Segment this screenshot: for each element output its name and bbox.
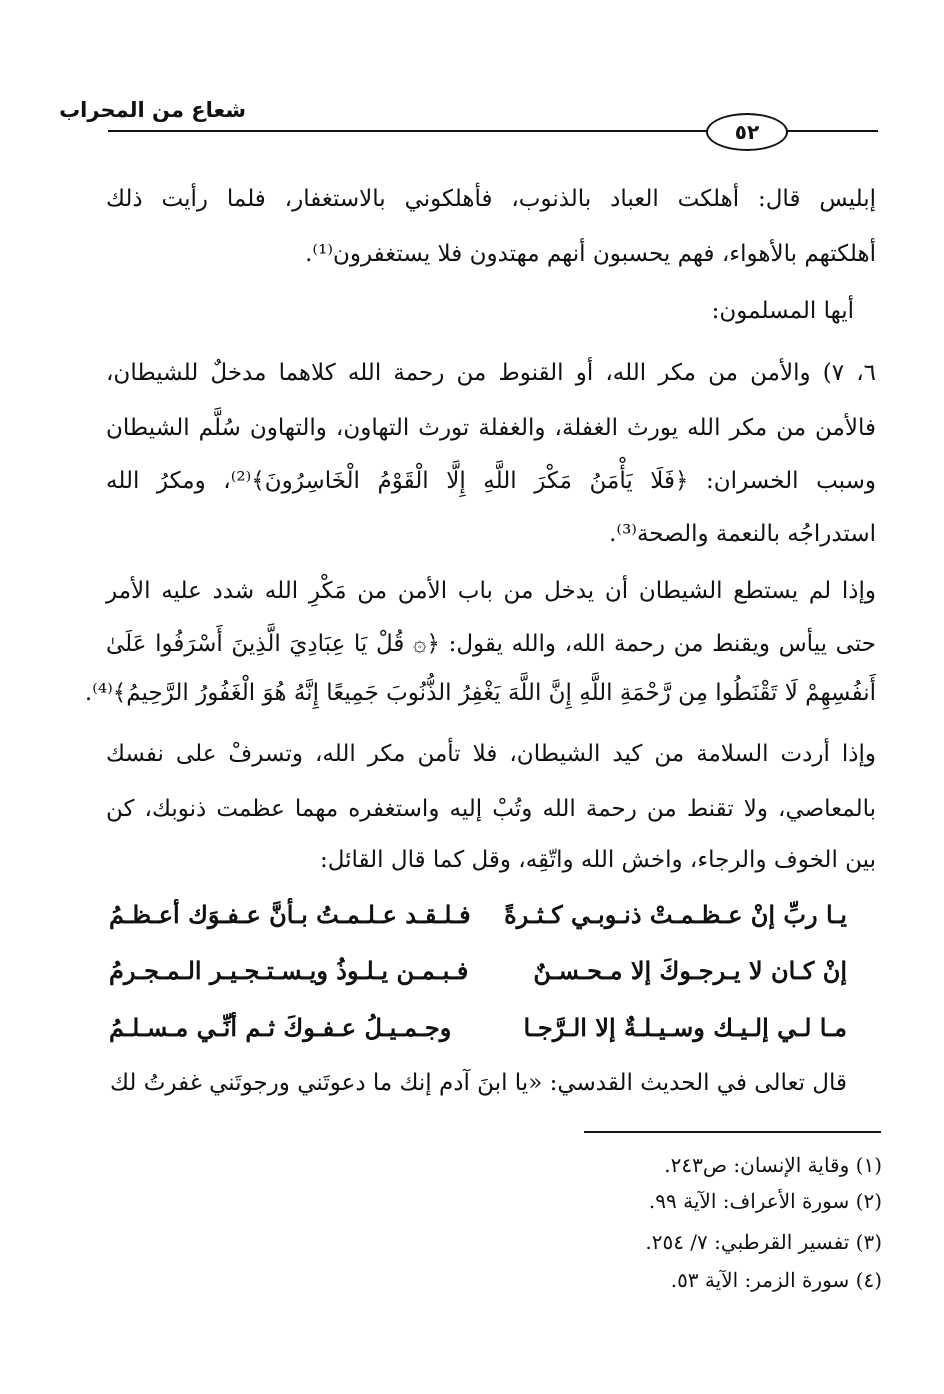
page-number: [706, 113, 788, 151]
text-line: إبليس قال: أهلكت العباد بالذنوب، فأهلكوني بالاستغفار، فلما رأيت ذلك: [106, 186, 876, 212]
footnote: (٤) سورة الزمر: الآية ٥٣.: [670, 1268, 882, 1292]
verse-second-hemistich: فـبـمـن يـلـوذُ ويـسـتـجـيـر الـمـجـرمُ: [109, 956, 469, 985]
verse-second-hemistich: وجـمـيـلُ عـفـوكَ ثـم أنِّـي مـسـلـمُ: [109, 1013, 452, 1042]
text-line: قال تعالى في الحديث القدسي: «يا ابنَ آدم إنك ما دعوتَني ورجوتَني غفرتُ لك: [110, 1070, 847, 1096]
footnote-rule: [584, 1131, 881, 1133]
page-number-text: ٥٢: [734, 120, 760, 144]
poem-verse: [109, 900, 847, 930]
text-line: وسبب الخسران: ﴿فَلَا يَأْمَنُ مَكْرَ اللَّهِ إِلَّا الْقَوْمُ الْخَاسِرُونَ﴾⁽²⁾، ومكرُ الله: [106, 468, 876, 494]
text-line: وإذا أردت السلامة من كيد الشيطان، فلا تأمن مكر الله، وتسرفْ على نفسك: [106, 741, 876, 767]
poem-verse: [109, 956, 847, 986]
verse-first-hemistich: مـا لـي إلـيـك وسـيـلـةٌ إلا الـرَّجـا: [523, 1013, 847, 1042]
text-line: حتى ييأس ويقنط من رحمة الله، والله يقول: ﴿۞ قُلْ يَا عِبَادِيَ الَّذِينَ أَسْرَفُوا عَلَىٰ: [106, 631, 876, 657]
verse-second-hemistich: فـلـقـد عـلـمـتُ بـأنَّ عـفـوَك أعـظـمُ: [109, 900, 471, 929]
running-title: شعاع من المحراب: [59, 98, 246, 122]
text-line: أهلكتهم بالأهواء، فهم يحسبون أنهم مهتدون فلا يستغفرون⁽¹⁾.: [305, 241, 876, 267]
text-line: ٦، ٧) والأمن من مكر الله، أو القنوط من رحمة الله كلاهما مدخلٌ للشيطان،: [106, 360, 876, 386]
footnote: (٣) تفسير القرطبي: ٧/ ٢٥٤.: [645, 1230, 882, 1254]
text-line: بالمعاصي، ولا تقنط من رحمة الله وتُبْ إليه واستغفره مهما عظمت ذنوبك، كن: [106, 796, 876, 822]
footnote: (١) وقاية الإنسان: ص٢٤٣.: [664, 1153, 882, 1177]
poem-verse: [109, 1013, 847, 1043]
text-line: أَنفُسِهِمْ لَا تَقْنَطُوا مِن رَّحْمَةِ اللَّهِ إِنَّ اللَّهَ يَغْفِرُ الذُّنُوبَ جَمِيعًا إِنَّهُ هُوَ الْغَفُورُ الرَّحِيمُ﴾⁽⁴⁾.: [84, 680, 876, 706]
footnote: (٢) سورة الأعراف: الآية ٩٩.: [648, 1189, 882, 1213]
section-heading: أيها المسلمون:: [711, 298, 854, 324]
text-line: وإذا لم يستطع الشيطان أن يدخل من باب الأمن من مَكْرِ الله شدد عليه الأمر: [106, 578, 876, 604]
verse-first-hemistich: إنْ كـان لا يـرجـوكَ إلا مـحـسـنٌ: [533, 956, 847, 985]
text-line: فالأمن من مكر الله يورث الغفلة، والغفلة تورث التهاون، والتهاون سُلَّم الشيطان: [106, 415, 876, 441]
text-line: استدراجُه بالنعمة والصحة⁽³⁾.: [609, 521, 876, 547]
verse-first-hemistich: يـا ربِّ إنْ عـظـمـتْ ذنـوبـي كـثـرةً: [504, 900, 847, 929]
text-line: بين الخوف والرجاء، واخش الله واتّقِه، وقل كما قال القائل:: [319, 847, 876, 873]
